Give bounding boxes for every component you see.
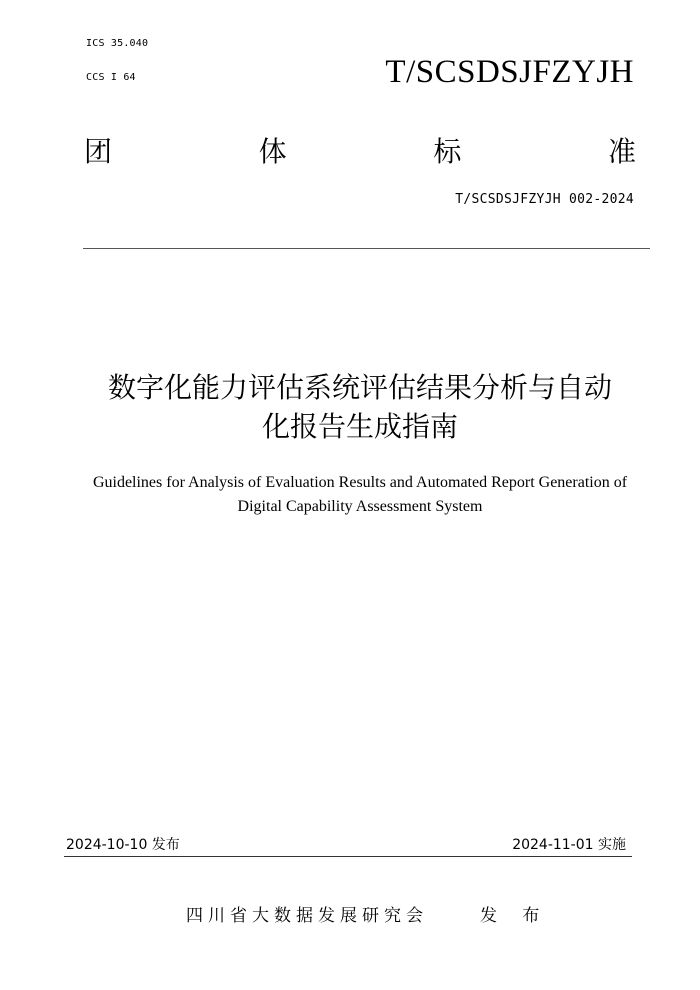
implementation-date: 2024-11-01 实施	[512, 837, 626, 853]
document-title-chinese	[70, 368, 650, 446]
standard-type-char: 体	[258, 135, 287, 168]
standard-type-heading	[84, 135, 636, 168]
title-en-line: Digital Capability Assessment System	[237, 498, 483, 515]
document-title-english	[70, 471, 650, 519]
title-cn-line: 化报告生成指南	[261, 410, 458, 443]
standard-number: T/SCSDSJFZYJH 002-2024	[455, 192, 634, 207]
top-divider	[83, 248, 650, 249]
issuing-organization: 四川省大数据发展研究会	[186, 906, 428, 926]
standard-type-char: 团	[84, 135, 113, 168]
issue-date: 2024-10-10 发布	[66, 837, 180, 853]
standard-type-char: 准	[607, 135, 636, 168]
title-cn-line: 数字化能力评估系统评估结果分析与自动	[107, 371, 612, 404]
title-en-line: Guidelines for Analysis of Evaluation Results and Automated Report Generation of	[92, 474, 628, 491]
ics-code: ICS 35.040	[86, 38, 149, 49]
standard-org-code: T/SCSDSJFZYJH	[385, 54, 634, 90]
standard-type-char: 标	[433, 135, 462, 168]
ccs-code: CCS I 64	[86, 72, 136, 83]
bottom-divider	[64, 856, 632, 857]
issue-label: 发 布	[480, 906, 550, 926]
